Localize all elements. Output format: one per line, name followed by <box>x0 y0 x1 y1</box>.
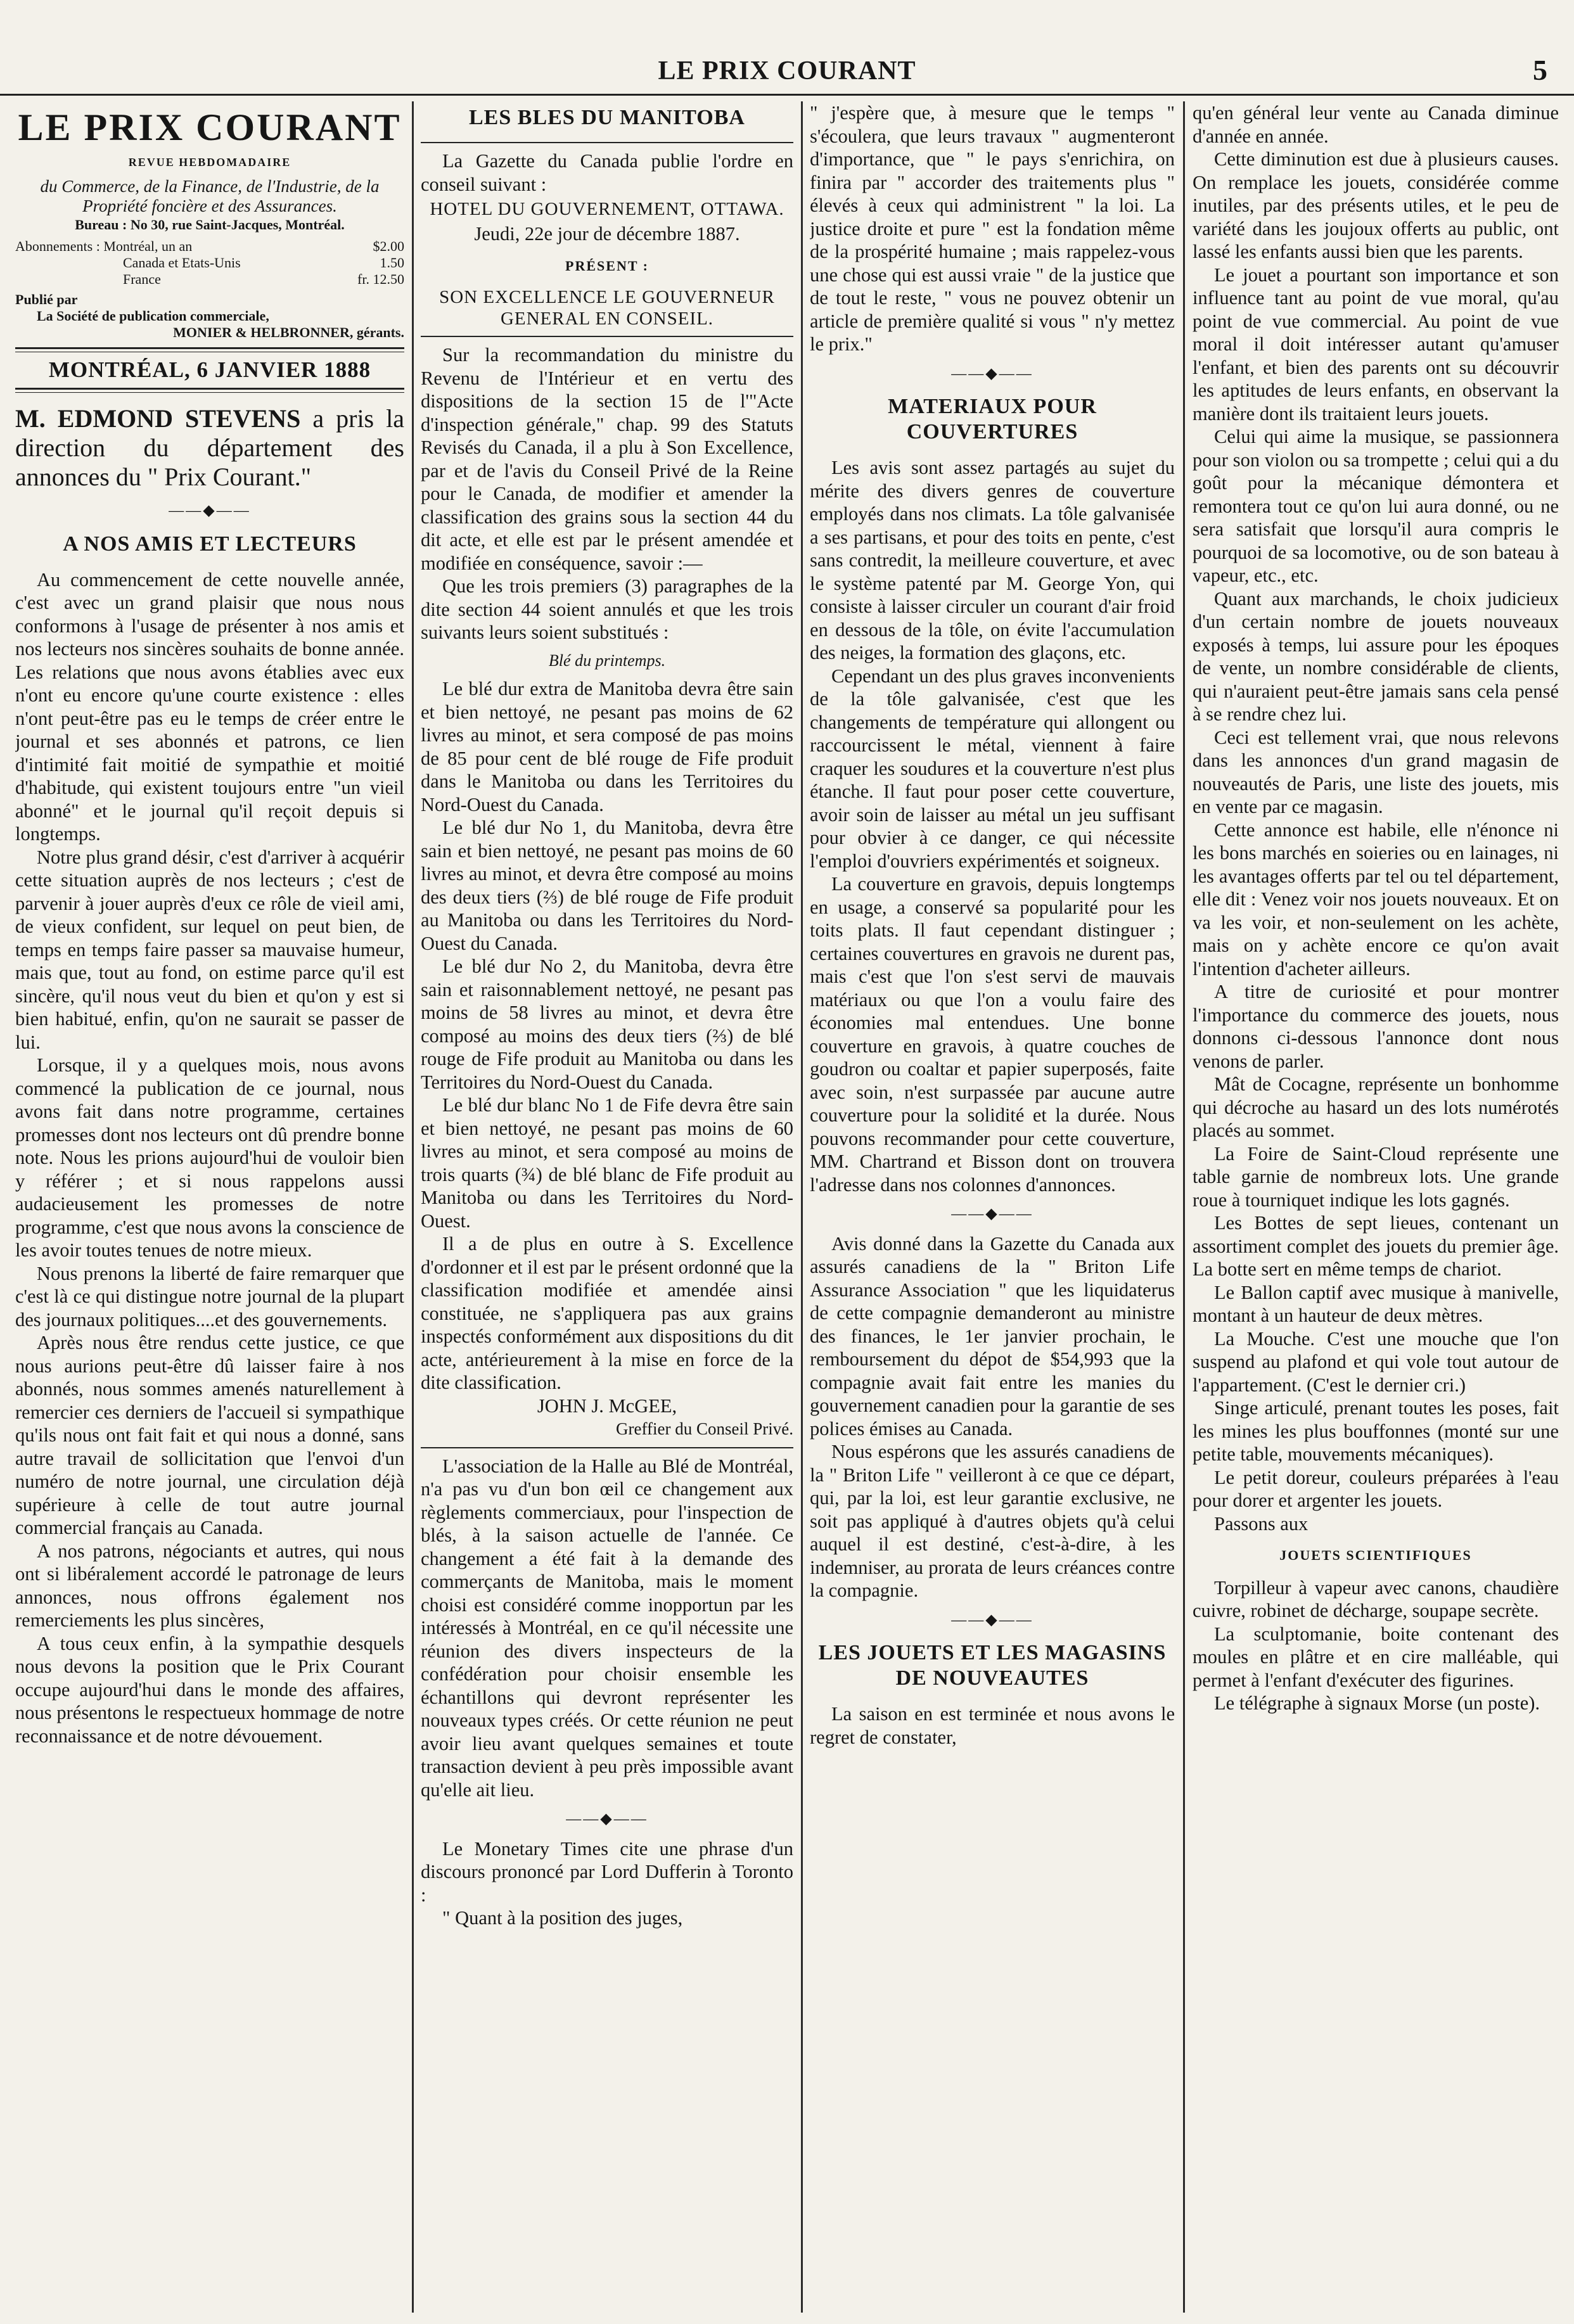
ornament-divider: ——◆—— <box>951 365 1033 382</box>
paragraph: Notre plus grand désir, c'est d'arriver à acquérir cette situation auprès de nos lecteurs ; c'est de parvenir à jouer auprès d'eux ce rôle de vieil ami, de vieux confident, sur lequel on peut bien, de temps en temps faire passer sa mauvaise humeur, mais que, tout au fond, on estime parce qu'il est sincère, qu'il nous veut du bien et qu'on y est si bien habitué, enfin, qu'on ne saurait se passer de lui. <box>15 846 404 1053</box>
ornament-divider: ——◆—— <box>566 1811 648 1827</box>
dateline: MONTRÉAL, 6 JANVIER 1888 <box>48 357 371 382</box>
divider <box>421 142 793 143</box>
paragraph: Les Bottes de sept lieues, contenant un assortiment complet des jouets du premier âge. La botte sert en même temps de chariot. <box>1193 1212 1559 1280</box>
paragraph: La sculptomanie, boite contenant des moules en plâtre et en cire malléable, qui permet à l'enfant d'exécuter des figurines. <box>1193 1623 1559 1691</box>
subscription-table <box>15 238 404 288</box>
paragraph: Le petit doreur, couleurs préparées à l'eau pour dorer et argenter les jouets. <box>1193 1466 1559 1511</box>
paragraph: Le blé dur No 1, du Manitoba, devra être sain et bien nettoyé, ne pesant pas moins de 60 livres au minot, et devra être composé au moins des deux tiers (⅔) de blé rouge de Fife produit au Manitoba ou dans les Territoires du Nord-Ouest du Canada. <box>421 817 793 954</box>
column-3 <box>810 101 1175 2313</box>
page-number: 5 <box>1533 54 1547 86</box>
paragraph: La couverture en gravois, depuis longtemps en usage, a conservé sa popularité pour les toits plats. Il faut cependant distinguer ; certaines couvertures en gravois ne durent pas, mais c'est que l'on s'est servi de mauvais matériaux ou que l'on a voulu faire des économies mal entendues. Une bonne couverture en gravois, à quatre couches de goudron ou coaltar et papier superposés, faite avec soin, n'est surpassée par aucune autre couverture pour la solidité et la durée. Nous pouvons recommander pour cette couverture, MM. Chartrand et Bisson dont on trouvera l'adresse dans nos colonnes d'annonces. <box>810 873 1175 1196</box>
column-rule <box>412 101 414 2313</box>
paragraph: qu'en général leur vente au Canada diminue d'année en année. <box>1193 102 1559 147</box>
divider <box>421 1447 793 1448</box>
paragraph: Que les trois premiers (3) paragraphes de la dite section 44 soient annulés et que les trois suivants leurs soient substitués : <box>421 575 793 643</box>
paragraph: Sur la recommandation du ministre du Revenu de l'Intérieur et en vertu des dispositions de la section 15 de l'"Acte d'inspection générale," chap. 99 des Statuts Revisés du Canada, il a plu à Son Excellence, par et de l'avis du Conseil Privé de la Reine pour le Canada, de modifier et amender la classification des grains sous la section 44 du dit acte, et elle est par le présent amendée et modifiée en conséquence, savoir :— <box>421 344 793 574</box>
article-heading: JOUETS SCIENTIFIQUES <box>1279 1547 1472 1563</box>
divider <box>421 336 793 337</box>
subscription-row: Canada et Etats-Unis 1.50 <box>123 254 404 271</box>
column-1 <box>15 101 404 2313</box>
paragraph: Passons aux <box>1214 1512 1308 1535</box>
running-title: LE PRIX COURANT <box>658 56 916 86</box>
publisher-block: Publié par La Société de publication commerciale, MONIER & HELBRONNER, gérants. <box>15 291 404 340</box>
paragraph: Quant aux marchands, le choix judicieux d'un certain nombre de jouets nouveaux exposés à temps, lui assure pour les époques de vente, un nombre considérable de clients, qui n'auraient peut-être jamais sans cela pensé à se rendre chez lui. <box>1193 587 1559 725</box>
paragraph: Le blé dur No 2, du Manitoba, devra être sain et raisonnablement nettoyé, ne pesant pas moins de 58 livres au minot, et devra être composé au moins des deux tiers (⅔) de blé rouge de Fife produit au Manitoba ou dans les Territoires du Nord-Ouest du Canada. <box>421 955 793 1093</box>
present-label: PRÉSENT : <box>565 257 649 274</box>
hotel-heading: HOTEL DU GOUVERNEMENT, OTTAWA. <box>430 199 784 219</box>
paragraph: Après nous être rendus cette justice, ce que nous aurions peut-être dû laisser faire à nos abonnés, nous sommes amenés naturellement à remercier ces derniers de l'accueil si sympathique qu'ils nous ont fait fait et qui nous a donné, sans autre travail de sollicitation que l'envoi d'un numéro de notre journal, une circulation déjà supérieure à celle de tout autre journal commercial français au Canada. <box>15 1332 404 1538</box>
article-heading: LES JOUETS ET LES MAGASINS DE NOUVEAUTES <box>818 1641 1167 1690</box>
masthead-subtitle: REVUE HEBDOMADAIRE <box>128 156 291 169</box>
subscription-row: Abonnements : Montréal, un an $2.00 <box>15 238 404 254</box>
paragraph: Au commencement de cette nouvelle année, c'est avec un grand plaisir que nous nous conformons à l'usage de présenter à nos amis et nos lecteurs nos sincères souhaits de bonne année. Les relations que nous avons établies avec eux n'ont eu encore qu'une courte existence : elles n'ont peut-être pas eu le temps de créer entre le journal et ses abonnés et patrons, ce lien d'intimité fait moitié de sympathie et moitié d'habitude, qui existent toujours entre "un vieil abonné" et le journal qu'il reçoit depuis si longtemps. <box>15 568 404 845</box>
columns <box>15 101 1559 2313</box>
divider <box>15 347 404 352</box>
paragraph: Ceci est tellement vrai, que nous relevons dans les annonces d'un grand magasin de nouveautés de Paris, une liste des jouets, mis en vente par ce magasin. <box>1193 726 1559 817</box>
divider <box>15 388 404 393</box>
notice: M. EDMOND STEVENS a pris la direction du département des annonces du " Prix Courant." <box>15 404 404 491</box>
signature-name: JOHN J. McGEE, <box>537 1395 677 1417</box>
quote: " j'espère que, à mesure que le temps " s'écoulera, que leurs travaux " augmenteront d'importance, que " le pays s'enrichira, on finira par " accorder des traitements plus " élevés à ceux qui administrent " la loi. La justice droite et pure " est la fondation même de la prospérité humaine ; mais rappelez-vous une chose qui est aussi vraie " de la justice que de tout le reste, " vous ne pouvez obtenir un article de première qualité si vous " n'y mettez le prix." <box>810 102 1175 355</box>
article-heading: LES BLES DU MANITOBA <box>469 106 745 129</box>
paragraph: Le jouet a pourtant son importance et son influence tant au point de vue moral, qu'au point de vue commercial. Au point de vue moral il doit intéresser autant qu'amuser l'enfant, et bien des parents ont su découvrir les aptitudes de leurs enfants, en observant la manière dont ils traitaient leurs jouets. <box>1193 264 1559 425</box>
excellence-heading: SON EXCELLENCE LE GOUVERNEUR GENERAL EN CONSEIL. <box>439 287 775 329</box>
paragraph: L'association de la Halle au Blé de Montréal, n'a pas vu d'un bon œil ce changement aux règlements commerciaux, pour l'inspection de blés, à la saison actuelle de l'année. Ce changement a été fait à la demande des commerçants de Manitoba, mais le moment choisi est considéré comme inopportun par les intéressés à Montréal, en ce qu'il nécessite une réunion des divers inspecteurs de la confédération pour choisir ensemble les échantillons qui devront représenter les nouveaux types créés. Or cette réunion ne peut avoir lieu avant quelques semaines et toute transaction devient à peu près impossible avant qu'elle ait lieu. <box>421 1455 793 1801</box>
paragraph: Cette diminution est due à plusieurs causes. On remplace les jouets, considérée comme inutiles, par des présents utiles, et le peu de variété dans les joujoux offerts au public, ont lassé les enfants aussi bien que les parents. <box>1193 148 1559 262</box>
article-heading: A NOS AMIS ET LECTEURS <box>63 532 357 556</box>
subheading: Blé du printemps. <box>548 651 666 670</box>
column-2 <box>421 101 793 2313</box>
paragraph: Nous espérons que les assurés canadiens de la " Briton Life " veilleront à ce que ce départ, qui, par la loi, est leur garantie exclusive, ne soit pas appliqué à d'autres objets qu'à celui auquel il est destiné, c'est-à-dire, à les indemniser, au prorata de leurs créances contre la compagnie. <box>810 1441 1175 1601</box>
paragraph: Cependant un des plus graves inconvenients de la tôle galvanisée, c'est que les changements de température qui allongent ou raccourcissent le métal, viennent à faire craquer les soudures et la couverture n'est plus étanche. Il faut pour poser cette couverture, avoir soin de laisser au métal un jeu suffisant pour obvier à ce danger, ce qui nécessite l'emploi d'ouvriers expérimentés et soigneux. <box>810 665 1175 872</box>
paragraph: Le télégraphe à signaux Morse (un poste). <box>1214 1692 1540 1714</box>
paragraph: La Gazette du Canada publie l'ordre en conseil suivant : <box>421 150 793 195</box>
paragraph: Singe articulé, prenant toutes les poses, fait les mines les plus bouffonnes (monté sur une petite table, mouvements mécaniques). <box>1193 1397 1559 1465</box>
masthead-description: du Commerce, de la Finance, de l'Industrie, de la Propriété foncière et des Assurances. <box>40 176 380 215</box>
masthead-address: Bureau : No 30, rue Saint-Jacques, Montréal. <box>75 216 345 233</box>
paragraph: A titre de curiosité et pour montrer l'importance du commerce des jouets, nous donnons ci-dessous l'annonce dont nous venons de parler. <box>1193 981 1559 1072</box>
paragraph: Celui qui aime la musique, se passionnera pour son violon ou sa trompette ; celui qui a du goût pour la mécanique démontera et remontera tout ce qu'on lui aura donné, ou ne sera satisfait que lorsqu'il aura compris le pourquoi de sa locomotive, ou de son bateau à vapeur, etc., etc. <box>1193 426 1559 586</box>
paragraph: Torpilleur à vapeur avec canons, chaudière cuivre, robinet de décharge, soupape secrète. <box>1193 1576 1559 1621</box>
paragraph: La saison en est terminée et nous avons le regret de constater, <box>810 1703 1175 1748</box>
paragraph: " Quant à la position des juges, <box>442 1907 683 1929</box>
paragraph: Les avis sont assez partagés au sujet du mérite des divers genres de couverture employés dans nos climats. La tôle galvanisée a ses partisans, et pour des toits en pente, c'est sans contredit, la meilleure couverture, et avec le système patenté par M. George Yon, qui consiste à laisser circuler un courant d'air froid en dessous de la tôle, on évite l'accumulation des neiges, la formation des glaçons, etc. <box>810 457 1175 663</box>
paragraph: Le blé dur blanc No 1 de Fife devra être sain et bien nettoyé, ne pesant pas moins de 60 livres au minot, et sera composé au moins de trois quarts (¾) de blé blanc de Fife produit au Manitoba ou dans les Territoires du Nord-Ouest. <box>421 1094 793 1232</box>
paragraph: Avis donné dans la Gazette du Canada aux assurés canadiens de la " Briton Life Assurance Association " que les liquidaterus de cette compagnie demanderont au ministre des finances, le 1er janvier prochain, le remboursement du dépot de $54,993 que la compagnie avait fait entre les manies du gouvernement canadien pour la garantie de ses polices émises au Canada. <box>810 1232 1175 1440</box>
running-header <box>0 56 1574 96</box>
paragraph: Il a de plus en outre à S. Excellence d'ordonner et il est par le présent ordonné que la classification modifiée et amendée ainsi constituée, ne s'appliquera pas aux grains inspectés conformément aux dispositions du dit acte, antérieurement à la mise en force de la dite classification. <box>421 1233 793 1393</box>
paragraph: Le Monetary Times cite une phrase d'un discours prononcé par Lord Dufferin à Toronto : <box>421 1837 793 1906</box>
signature-title: Greffier du Conseil Privé. <box>616 1419 793 1438</box>
article-heading: MATERIAUX POUR COUVERTURES <box>888 395 1097 444</box>
ornament-divider: ——◆—— <box>169 502 251 519</box>
paragraph: Cette annonce est habile, elle n'énonce ni les bons marchés en soieries ou en lainages, ni les avantages offerts par tel ou tel département, elle dit : Venez voir nos jouets nouveaux. Et on va les voir, et non-seulement on les achète, mais on y achète encore ce qu'on avait l'intention d'acheter ailleurs. <box>1193 819 1559 980</box>
ornament-divider: ——◆—— <box>951 1206 1033 1222</box>
paragraph: Lorsque, il y a quelques mois, nous avons commencé la publication de ce journal, nous avons fait dans notre programme, certaines promesses dont nos lecteurs ont dû prendre bonne note. Nous les prions aujourd'hui de vouloir bien y référer ; et si nous rappelons aussi audacieusement les promesses de notre programme, c'est que nous avons la conscience de les avoir toutes tenues de notre mieux. <box>15 1054 404 1261</box>
paragraph: Nous prenons la liberté de faire remarquer que c'est là ce qui distingue notre journal de la plupart des journaux politiques....et des gouvernements. <box>15 1262 404 1331</box>
paragraph: La Mouche. C'est une mouche que l'on suspend au plafond et qui vole tout autour de l'appartement. (C'est le dernier cri.) <box>1193 1327 1559 1396</box>
column-rule <box>801 101 803 2313</box>
paragraph: Le Ballon captif avec musique à manivelle, montant à un hauteur de deux mètres. <box>1193 1281 1559 1326</box>
paragraph: Le blé dur extra de Manitoba devra être sain et bien nettoyé, ne pesant pas moins de 62 livres au minot, et sera composé de pas moins de 85 pour cent de blé rouge de Fife produit dans le Manitoba ou dans les Territoires du Nord-Ouest du Canada. <box>421 678 793 815</box>
ornament-divider: ——◆—— <box>951 1611 1033 1628</box>
paragraph: La Foire de Saint-Cloud représente une table garnie de nombreux lots. Une grande roue à tourniquet indique les lots gagnés. <box>1193 1142 1559 1211</box>
column-4 <box>1193 101 1559 2313</box>
date-line: Jeudi, 22e jour de décembre 1887. <box>474 223 740 245</box>
paragraph: A tous ceux enfin, à la sympathie desquels nous devons la position que le Prix Courant occupe aujourd'hui dans le monde des affaires, nous présentons le respectueux hommage de notre reconnaissance et de notre dévouement. <box>15 1632 404 1747</box>
column-rule <box>1183 101 1185 2313</box>
subscription-row: France fr. 12.50 <box>123 271 404 287</box>
masthead-title: LE PRIX COURANT <box>18 106 402 148</box>
paragraph: A nos patrons, négociants et autres, qui nous ont si libéralement accordé le patronage de leurs annonces, nous offrons également nos remerciements les plus sincères, <box>15 1540 404 1631</box>
paragraph: Mât de Cocagne, représente un bonhomme qui décroche au hasard un des lots numérotés placés au sommet. <box>1193 1073 1559 1141</box>
